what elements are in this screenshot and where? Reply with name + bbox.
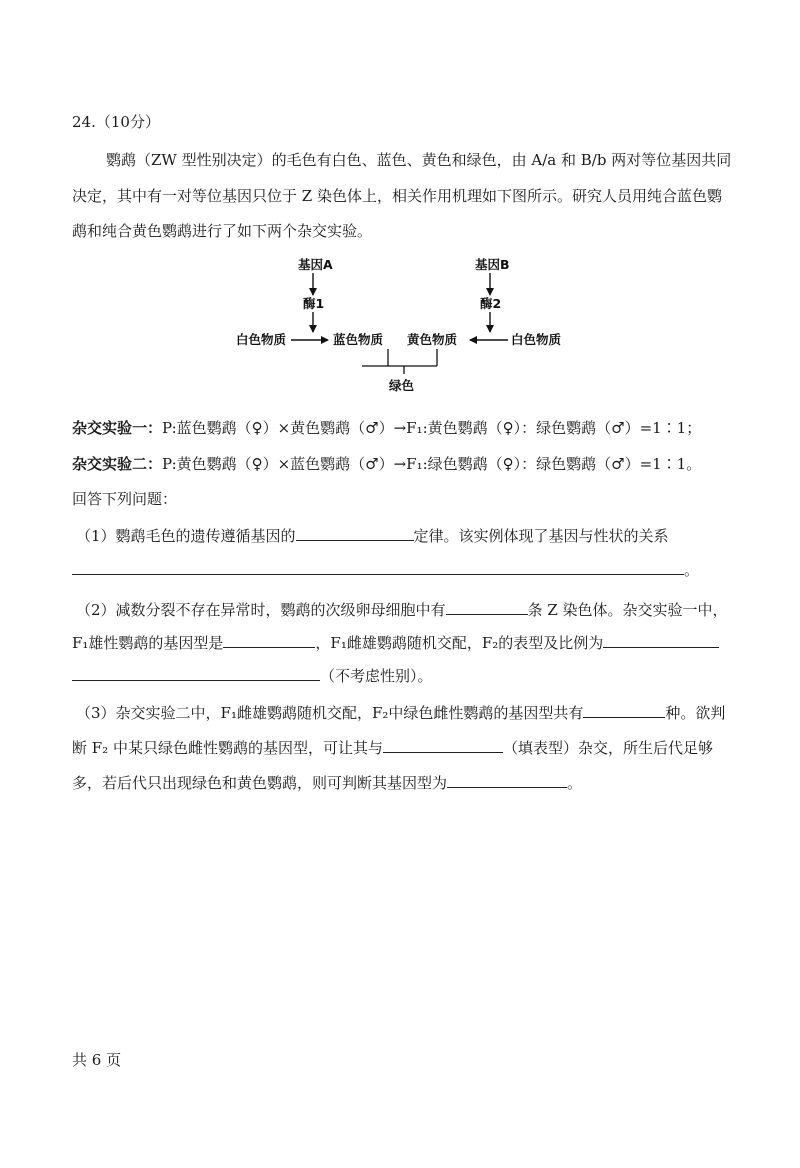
yellow-substance: 黄色物质 [407, 332, 458, 347]
enzyme-2-label: 酶2 [480, 296, 502, 311]
q3-blank-phenotype[interactable] [383, 737, 503, 753]
q3-text-3b: 。 [567, 774, 583, 792]
q2-blank-z-count[interactable] [446, 599, 528, 615]
enzyme-1-label: 酶1 [303, 296, 325, 311]
q3-text-3a: 多，若后代只出现绿色和黄色鹦鹉，则可判断其基因型为 [72, 774, 448, 792]
question-number: 24.（10分） [72, 113, 160, 131]
q1-text-a: （1）鹦鹉毛色的遗传遵循基因的 [76, 527, 296, 545]
experiment-2 [72, 454, 701, 474]
q3-text-2b: （填表型）杂交，所生后代足够 [502, 739, 713, 757]
q1-text-b: 定律。该实例体现了基因与性状的关系 [413, 527, 669, 545]
gene-b-label: 基因B [475, 257, 510, 272]
q2-blank-genotype[interactable] [223, 632, 315, 648]
q3-blank-genotype-count[interactable] [583, 702, 665, 718]
white-substance-right: 白色物质 [511, 332, 562, 347]
experiment-2-text: P:黄色鹦鹉（♀）×蓝色鹦鹉（♂）→F₁:绿色鹦鹉（♀）：绿色鹦鹉（♂）=1∶1。 [162, 455, 702, 473]
q2-text-1b: 条 Z 染色体。杂交实验一中， [527, 601, 728, 619]
q2-line-1 [76, 599, 728, 620]
q3-line-3 [72, 772, 582, 793]
question-intro-line-2: 决定，其中有一对等位基因只位于 Z 染色体上，相关作用机理如下图所示。研究人员用纯合蓝色鹦 [72, 187, 722, 205]
q3-text-1a: （3）杂交实验二中，F₁雌雄鹦鹉随机交配，F₂中绿色雌性鹦鹉的基因型共有 [76, 704, 584, 722]
q1-line [76, 525, 669, 546]
q2-text-2a: F₁雄性鹦鹉的基因型是 [72, 634, 224, 652]
answer-prompt: 回答下列问题： [72, 490, 178, 508]
experiment-1 [72, 418, 701, 438]
experiment-2-label: 杂交实验二： [72, 455, 163, 473]
q3-text-1b: 种。欲判 [665, 704, 726, 722]
q2-text-3: （不考虑性别）。 [320, 667, 433, 685]
q2-text-1a: （2）减数分裂不存在异常时，鹦鹉的次级卵母细胞中有 [76, 601, 446, 619]
experiment-1-label: 杂交实验一： [72, 419, 163, 437]
question-intro-line-3: 鹉和纯合黄色鹦鹉进行了如下两个杂交实验。 [72, 222, 373, 240]
q3-blank-genotype-answer[interactable] [447, 772, 567, 788]
q3-line-2 [72, 737, 713, 758]
q2-line-3 [72, 665, 433, 686]
q3-line-1 [76, 702, 725, 723]
q2-blank-phenotype-ratio-part2[interactable] [72, 665, 320, 681]
q2-blank-phenotype-ratio-part1[interactable] [603, 632, 719, 648]
white-substance-left: 白色物质 [236, 332, 287, 347]
blue-substance: 蓝色物质 [333, 332, 384, 347]
q1-end-mark: 。 [684, 561, 700, 579]
q2-text-2b: ，F₁雌雄鹦鹉随机交配，F₂的表型及比例为 [315, 634, 604, 652]
question-intro-line-1: 鹦鹉（ZW 型性别决定）的毛色有白色、蓝色、黄色和绿色，由 A/a 和 B/b 两对等位基因共同 [106, 151, 732, 169]
page-footer: 共 6 页 [72, 1051, 122, 1069]
gene-a-label: 基因A [298, 257, 333, 272]
q1-blank-relationship[interactable] [72, 574, 684, 575]
q3-text-2a: 断 F₂ 中某只绿色雌性鹦鹉的基因型，可让其与 [72, 739, 383, 757]
green-label: 绿色 [389, 378, 415, 393]
q2-line-2 [72, 632, 719, 653]
experiment-1-text: P:蓝色鹦鹉（♀）×黄色鹦鹉（♂）→F₁:黄色鹦鹉（♀）：绿色鹦鹉（♂）=1∶1； [162, 419, 702, 437]
pathway-diagram [0, 0, 800, 420]
q1-blank-law[interactable] [296, 525, 414, 541]
